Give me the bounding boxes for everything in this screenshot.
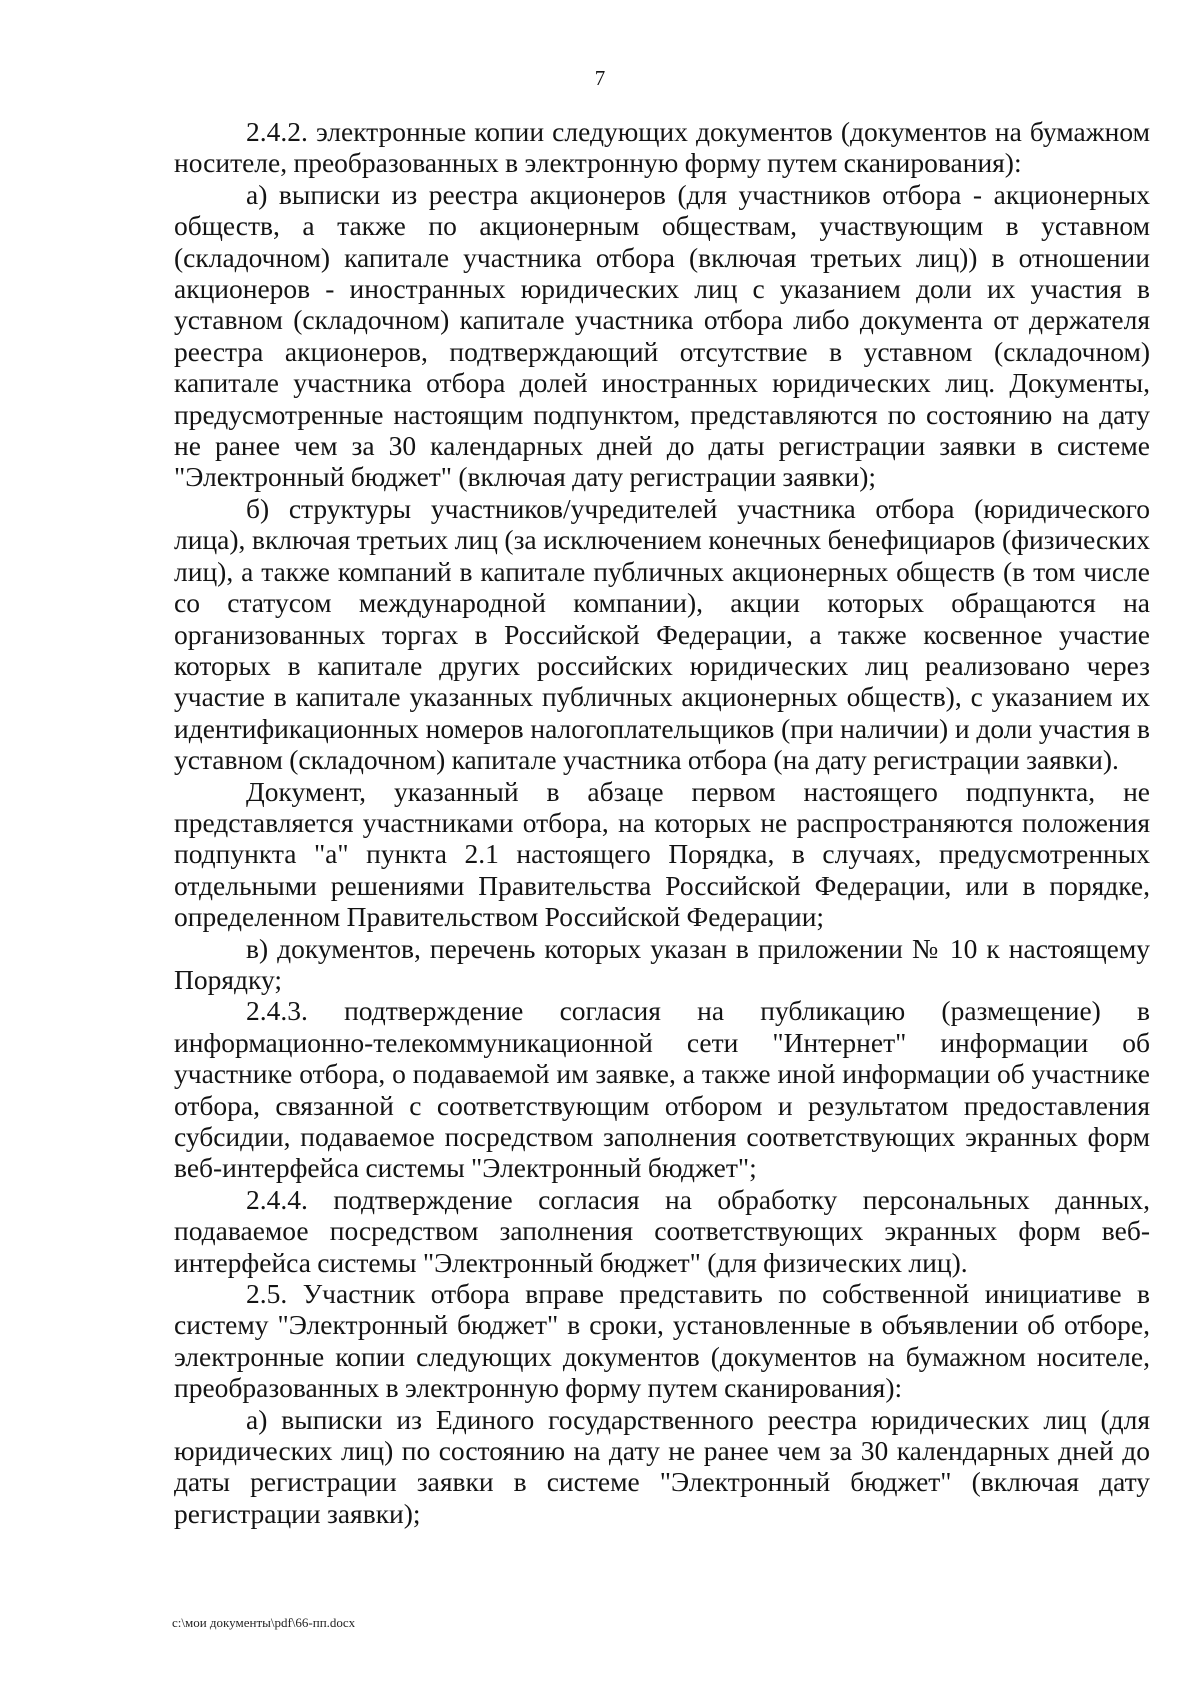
paragraph-2-4-2-b: б) структуры участников/учредителей участника отбора (юридического лица), включая третьих лиц (за исключением конечных бенефициаров (физических лиц), а также компаний в капитале публичных акционерных обществ (в том числе со статусом международной компании), акции которых обращаются на организованных торгах в Российской Федерации, а также косвенное участие которых в капитале других российских юридических лиц реализовано через участие в капитале указанных публичных акционерных обществ), с указанием их идентификационных номеров налогоплательщиков (при наличии) и доли участия в уставном (складочном) капитале участника отбора (на дату регистрации заявки).	[174, 492, 1150, 776]
page-number: 7	[594, 66, 606, 90]
document-body	[174, 116, 1150, 1529]
paragraph-2-4-2-a: а) выписки из реестра акционеров (для участников отбора - акционерных обществ, а также по акционерным обществам, участвующим в уставном (складочном) капитале участника отбора (включая третьих лиц)) в отношении акционеров - иностранных юридических лиц с указанием доли их участия в уставном (складочном) капитале участника отбора либо документа от держателя реестра акционеров, подтверждающий отсутствие в уставном (складочном) капитале участника отбора долей иностранных юридических лиц. Документы, предусмотренные настоящим подпунктом, представляются по состоянию на дату не ранее чем за 30 календарных дней до даты регистрации заявки в системе "Электронный бюджет" (включая дату регистрации заявки);	[174, 178, 1150, 493]
paragraph-2-4-2: 2.4.2. электронные копии следующих документов (документов на бумажном носителе, преобразованных в электронную форму путем сканирования):	[174, 116, 1150, 179]
paragraph-2-4-2-v: в) документов, перечень которых указан в приложении № 10 к настоящему Порядку;	[174, 932, 1150, 995]
paragraph-2-5-a: а) выписки из Единого государственного реестра юридических лиц (для юридических лиц) по состоянию на дату не ранее чем за 30 календарных дней до даты регистрации заявки в системе "Электронный бюджет" (включая дату регистрации заявки);	[174, 1403, 1150, 1529]
paragraph-2-4-3: 2.4.3. подтверждение согласия на публикацию (размещение) в информационно-телекоммуникационной сети "Интернет" информации об участнике отбора, о подаваемой им заявке, а также иной информации об участнике отбора, связанной с соответствующим отбором и результатом предоставления субсидии, подаваемое посредством заполнения соответствующих экранных форм веб-интерфейса системы "Электронный бюджет";	[174, 995, 1150, 1184]
paragraph-2-4-4: 2.4.4. подтверждение согласия на обработку персональных данных, подаваемое посредством заполнения соответствующих экранных форм веб-интерфейса системы "Электронный бюджет" (для физических лиц).	[174, 1183, 1150, 1278]
paragraph-document-note: Документ, указанный в абзаце первом настоящего подпункта, не представляется участниками отбора, на которых не распространяются положения подпункта "а" пункта 2.1 настоящего Порядка, в случаях, предусмотренных отдельными решениями Правительства Российской Федерации, или в порядке, определенном Правительством Российской Федерации;	[174, 775, 1150, 933]
footer-file-path: c:\мои документы\pdf\66-пп.docx	[172, 1615, 356, 1630]
paragraph-2-5: 2.5. Участник отбора вправе представить по собственной инициативе в систему "Электронный бюджет" в сроки, установленные в объявлении об отборе, электронные копии следующих документов (документов на бумажном носителе, преобразованных в электронную форму путем сканирования):	[174, 1278, 1150, 1404]
